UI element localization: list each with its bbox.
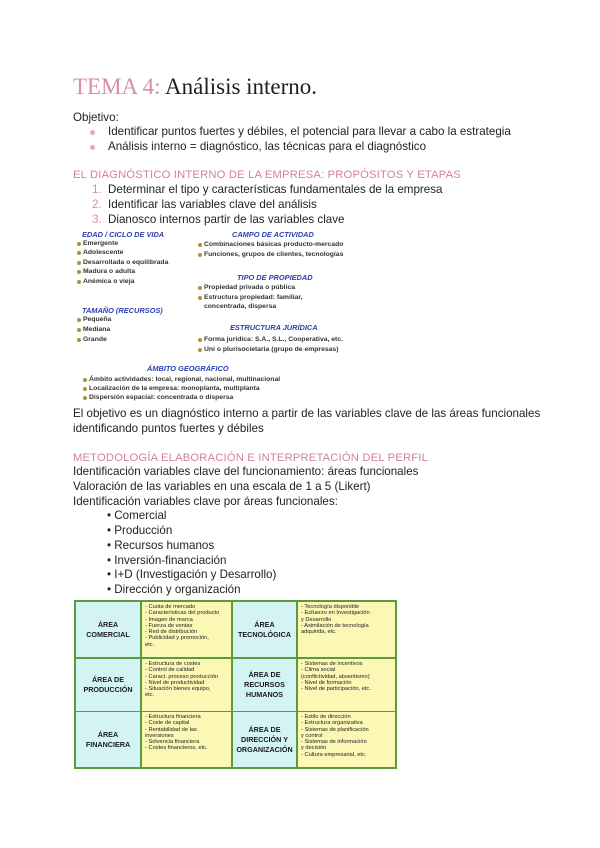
bullet-icon bbox=[198, 348, 202, 352]
area-list-item: • Comercial bbox=[107, 509, 167, 522]
area-list-item: • Producción bbox=[107, 524, 173, 537]
list-item: etc. bbox=[145, 692, 155, 699]
table-area-financiera bbox=[76, 712, 140, 767]
objetivo-item: Análisis interno = diagnóstico, las técnicas para el diagnóstico bbox=[108, 140, 427, 153]
objetivo-label: Objetivo: bbox=[73, 111, 119, 124]
list-item: - Solvencia financiera bbox=[145, 739, 200, 746]
paragraph-line: El objetivo es un diagnóstico interno a partir de las variables clave de las áreas funcionales bbox=[73, 407, 541, 420]
diagram-item: Localización de la empresa: monoplanta, multiplanta bbox=[89, 385, 260, 392]
list-item: - Características del producto bbox=[145, 610, 220, 617]
bullet-icon bbox=[83, 378, 87, 382]
step-text: Dianosco internos partir de las variables clave bbox=[108, 213, 345, 226]
diagram-propiedad-title: TIPO DE PROPIEDAD bbox=[237, 273, 313, 282]
diagram-item: Mediana bbox=[83, 326, 111, 333]
bullet-icon bbox=[90, 130, 95, 135]
method-line: Identificación variables clave por áreas funcionales: bbox=[73, 495, 338, 508]
method-line: Valoración de las variables en una escala de 1 a 5 (Likert) bbox=[73, 480, 371, 493]
area-label-line: COMERCIAL bbox=[86, 629, 130, 639]
paragraph-line: identificando puntos fuertes y débiles bbox=[73, 422, 264, 435]
bullet-icon bbox=[77, 318, 81, 322]
area-label-line: ÁREA DE bbox=[91, 675, 125, 684]
list-item: inversiones bbox=[145, 732, 174, 739]
step-text: Identificar las variables clave del análisis bbox=[108, 198, 317, 211]
area-label-line: ÁREA bbox=[254, 619, 275, 629]
title-number: TEMA 4: bbox=[73, 74, 161, 99]
area-list-item: • Dirección y organización bbox=[107, 583, 241, 596]
diagram-ambito-title: ÁMBITO GEOGRÁFICO bbox=[147, 364, 229, 373]
bullet-icon bbox=[198, 253, 202, 257]
diagram-item: Adolescente bbox=[83, 249, 124, 256]
list-item: - Sistemas de incentivos bbox=[301, 661, 363, 667]
bullet-icon bbox=[77, 251, 81, 255]
list-item: - Estilo de dirección bbox=[301, 714, 351, 720]
bullet-icon bbox=[77, 280, 81, 284]
area-label-line: ÁREA DE bbox=[248, 670, 281, 679]
diagram-item: Uni o plurisocietaria (grupo de empresas) bbox=[204, 346, 339, 353]
diagram-tamano-title: TAMAÑO (RECURSOS) bbox=[82, 306, 163, 315]
table-area-direccion bbox=[233, 712, 296, 767]
list-item: - Rentabilidad de las bbox=[145, 726, 197, 733]
list-item: - Clima social bbox=[301, 667, 336, 674]
bullet-icon bbox=[83, 396, 87, 400]
list-item: - Tecnología disponible bbox=[301, 604, 360, 610]
bullet-icon bbox=[90, 145, 95, 150]
list-item: (conflictividad, absentismo) bbox=[301, 673, 370, 680]
table-list-comercial bbox=[142, 602, 231, 657]
table-area-rrhh bbox=[233, 659, 296, 711]
list-item: - Caract. proceso producción bbox=[145, 673, 219, 680]
list-item: - Asimilación de tecnología bbox=[301, 622, 369, 629]
table-list-direccion bbox=[298, 712, 395, 767]
list-item: - Costes financieros, etc. bbox=[145, 745, 208, 752]
bullet-icon bbox=[77, 328, 81, 332]
area-label-line: DIRECCIÓN Y bbox=[241, 734, 288, 744]
objetivo-item: Identificar puntos fuertes y débiles, el potencial para llevar a cabo la estrategia bbox=[108, 125, 511, 138]
area-label-line: RECURSOS bbox=[244, 680, 285, 689]
bullet-icon bbox=[198, 338, 202, 342]
list-item: - Coste de capital bbox=[145, 720, 190, 727]
bullet-icon bbox=[77, 261, 81, 265]
title-name: Análisis interno. bbox=[165, 74, 318, 99]
table-list-financiera bbox=[142, 712, 231, 767]
bullet-icon bbox=[198, 243, 202, 247]
diagram-item: Propiedad privada o pública bbox=[204, 284, 296, 291]
list-item: - Sistemas de planificación bbox=[301, 726, 369, 733]
area-list-item: • Recursos humanos bbox=[107, 539, 215, 552]
diagram-item: Emergente bbox=[83, 240, 119, 247]
area-label-line: PRODUCCIÓN bbox=[83, 685, 133, 694]
diagram-item: Forma jurídica: S.A., S.L., Cooperativa, etc. bbox=[204, 336, 343, 343]
diagram-item: Grande bbox=[83, 336, 107, 343]
table-list-produccion bbox=[142, 659, 231, 711]
list-item: - Publicidad y promoción, bbox=[145, 635, 209, 642]
list-item: - Red de distribución bbox=[145, 629, 198, 636]
section-heading: EL DIAGNÓSTICO INTERNO DE LA EMPRESA: PROPÓSITOS Y ETAPAS bbox=[73, 169, 461, 181]
area-label-line: ORGANIZACIÓN bbox=[236, 744, 293, 754]
page-title bbox=[73, 72, 317, 102]
list-item: - Estructura financiera bbox=[145, 714, 201, 720]
bullet-icon bbox=[77, 270, 81, 274]
diagram-item: concentrada, dispersa bbox=[204, 303, 277, 310]
list-item: y decisión bbox=[301, 745, 327, 752]
diagram-item: Ámbito actividades: local, regional, nacional, multinacional bbox=[89, 376, 281, 383]
bullet-icon bbox=[77, 242, 81, 246]
method-line: Identificación variables clave del funcionamiento: áreas funcionales bbox=[73, 465, 419, 478]
table-list-tecnologica bbox=[298, 602, 395, 657]
list-item: y Desarrollo bbox=[301, 616, 332, 623]
area-list-item: • Inversión-financiación bbox=[107, 554, 227, 567]
bullet-icon bbox=[77, 338, 81, 342]
step-number: 1. bbox=[92, 183, 102, 196]
table-list-rrhh bbox=[298, 659, 395, 711]
list-item: - Situación bienes equipo, bbox=[145, 686, 211, 693]
diagram-item: Combinaciones básicas producto-mercado bbox=[204, 241, 344, 248]
area-label-line: HUMANOS bbox=[245, 690, 284, 699]
diagram-item: Anémica o vieja bbox=[83, 278, 135, 285]
list-item: - Sistemas de información bbox=[301, 739, 367, 746]
diagram-item: Dispersión espacial: concentrada o dispersa bbox=[89, 394, 234, 401]
bullet-icon bbox=[83, 387, 87, 391]
list-item: - Estructura de costes bbox=[145, 661, 201, 667]
list-item: - Cultura empresarial, etc. bbox=[301, 751, 367, 758]
diagram-item: Pequeña bbox=[83, 316, 112, 323]
area-label-line: ÁREA bbox=[97, 619, 119, 629]
table-area-tecnologica bbox=[233, 602, 296, 657]
functional-areas-table-row3 bbox=[74, 711, 397, 769]
step-number: 3. bbox=[92, 213, 102, 226]
diagram-item: Desarrollada o equilibrada bbox=[83, 259, 169, 266]
list-item: - Nivel de formación bbox=[301, 679, 352, 686]
area-label-line: ÁREA bbox=[97, 729, 119, 739]
list-item: - Cuota de mercado bbox=[145, 604, 196, 610]
diagram-item: Madura o adulta bbox=[83, 268, 136, 275]
list-item: - Esfuerzo en Investigación bbox=[301, 610, 370, 617]
area-label-line: TECNOLÓGICA bbox=[237, 629, 292, 639]
area-list-item: • I+D (Investigación y Desarrollo) bbox=[107, 568, 277, 581]
list-item: etc. bbox=[145, 641, 155, 648]
list-item: - Nivel de productividad bbox=[145, 679, 205, 686]
list-item: - Control de calidad bbox=[145, 667, 195, 674]
diagram-campo-title: CAMPO DE ACTIVIDAD bbox=[232, 230, 314, 239]
diagram-edad-title: EDAD / CICLO DE VIDA bbox=[82, 230, 165, 239]
bullet-icon bbox=[198, 296, 202, 300]
table-area-comercial bbox=[76, 602, 140, 657]
table-area-produccion bbox=[76, 659, 140, 711]
area-label-line: ÁREA DE bbox=[248, 724, 281, 734]
diagram-juridica-title: ESTRUCTURA JURÍDICA bbox=[230, 323, 318, 332]
diagram-item: Estructura propiedad: familiar, bbox=[204, 294, 303, 301]
list-item: - Estructura organizativa bbox=[301, 720, 363, 727]
section-heading: METODOLOGÍA ELABORACIÓN E INTERPRETACIÓN DEL PERFIL bbox=[73, 452, 429, 464]
diagram-item: Funciones, grupos de clientes, tecnologías bbox=[204, 251, 344, 258]
step-text: Determinar el tipo y características fundamentales de la empresa bbox=[108, 183, 443, 196]
bullet-icon bbox=[198, 286, 202, 290]
list-item: - Fuerza de ventas bbox=[145, 622, 193, 629]
list-item: - Imagen de marca bbox=[145, 616, 193, 623]
area-label-line: FINANCIERA bbox=[85, 739, 131, 749]
step-number: 2. bbox=[92, 198, 102, 211]
list-item: - Nivel de participación, etc. bbox=[301, 686, 371, 693]
functional-areas-table bbox=[74, 600, 397, 718]
list-item: adquirida, etc. bbox=[301, 629, 337, 636]
list-item: y control bbox=[301, 732, 323, 739]
